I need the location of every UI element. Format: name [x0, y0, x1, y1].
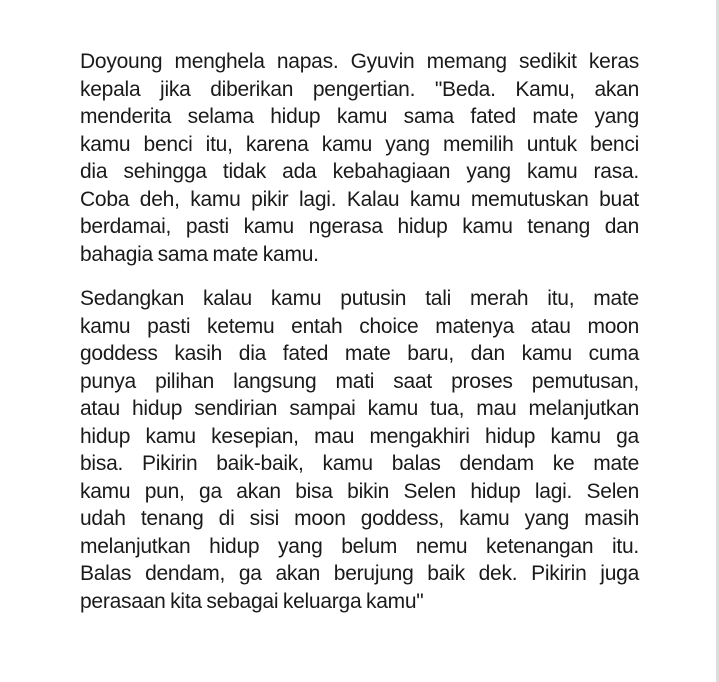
text-line: atau hidup sendirian sampai kamu tua, mau melanjutkan	[80, 397, 639, 420]
text-line: Sedangkan kalau kamu putusin tali merah itu, mate	[80, 287, 639, 310]
text-line: dia sehingga tidak ada kebahagiaan yang kamu rasa.	[80, 160, 639, 183]
text-line: kamu benci itu, karena kamu yang memilih untuk benci	[80, 132, 639, 156]
text-line: perasaan kita sebagai keluarga kamu"	[80, 589, 424, 613]
text-line: kamu pun, ga akan bisa bikin Selen hidup lagi. Selen	[80, 479, 639, 503]
text-line: berdamai, pasti kamu ngerasa hidup kamu tenang dan	[80, 215, 639, 238]
text-line: Doyoung menghela napas. Gyuvin memang sedikit keras	[80, 50, 639, 73]
text-line: bahagia sama mate kamu.	[80, 242, 319, 266]
text-line: menderita selama hidup kamu sama fated mate yang	[80, 105, 639, 128]
text-line: bisa. Pikirin baik-baik, kamu balas dendam ke mate	[80, 452, 639, 475]
paragraph-1	[80, 48, 639, 268]
text-line: melanjutkan hidup yang belum nemu ketenangan itu.	[80, 534, 639, 558]
text-line: kepala jika diberikan pengertian. "Beda. Kamu, akan	[80, 77, 639, 101]
text-line: udah tenang di sisi moon goddess, kamu yang masih	[80, 507, 639, 530]
text-line: kamu pasti ketemu entah choice matenya atau moon	[80, 314, 639, 338]
text-line: hidup kamu kesepian, mau mengakhiri hidup kamu ga	[80, 424, 639, 448]
text-line: punya pilihan langsung mati saat proses pemutusan,	[80, 369, 639, 393]
document-body	[80, 48, 639, 615]
text-line: Coba deh, kamu pikir lagi. Kalau kamu memutuskan buat	[80, 187, 639, 211]
paragraph-2	[80, 285, 639, 615]
text-line: goddess kasih dia fated mate baru, dan kamu cuma	[80, 342, 639, 365]
text-line: Balas dendam, ga akan berujung baik dek. Pikirin juga	[80, 562, 639, 585]
